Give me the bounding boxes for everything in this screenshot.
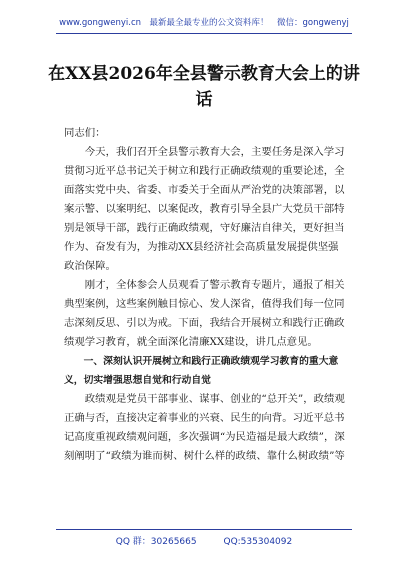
document-title: 在XX县2026年全县警示教育大会上的讲话 — [48, 64, 360, 110]
paragraph-2: 刚才，全体参会人员观看了警示教育专题片，通报了相关典型案例，这些案例触目惊心、发人深省，值得我们每一位同志深刻反思、引以为戒。下面，我结合开展树立和践行正确政绩观学习教育，就全面深化清廉XX建设，讲几点意见。 — [64, 279, 345, 348]
page-header — [0, 10, 408, 40]
header-divider — [56, 33, 352, 34]
salutation: 同志们： — [64, 127, 106, 139]
paragraph-3: 政绩观是党员干部事业、谋事、创业的“总开关”，政绩观正确与否，直接决定着事业的兴衰、民生的向背。习近平总书记高度重视政绩观问题，多次强调“为民造福是最大政绩”，深刻阐明了“政绩为谁而树、树什么样的政绩、靠什么树政绩”等 — [64, 393, 345, 462]
document-body — [64, 124, 348, 466]
footer-qq-contact: QQ:535304092 — [223, 537, 293, 547]
paragraph-1: 今天，我们召开全县警示教育大会，主要任务是深入学习贯彻习近平总书记关于树立和践行正确政绩观的重要论述，全面落实党中央、省委、市委关于全面从严治党的决策部署，以案示警、以案明纪、以案促改，教育引导全县广大党员干部特别是领导干部，践行正确政绩观，守好廉洁自律关，更好担当作为、奋发有为，为推动XX县经济社会高质量发展提供坚强政治保障。 — [64, 146, 345, 272]
header-text: www.gongwenyi.cn 最新最全最专业的公文资料库！ 微信：gongwenyj — [59, 18, 349, 28]
page-footer — [0, 534, 408, 547]
footer-divider — [56, 529, 352, 530]
section-heading-1: 一、深刻认识开展树立和践行正确政绩观学习教育的重大意义，切实增强思想自觉和行动自觉 — [64, 356, 339, 386]
footer-qq-group: QQ 群：30265665 — [115, 537, 197, 547]
